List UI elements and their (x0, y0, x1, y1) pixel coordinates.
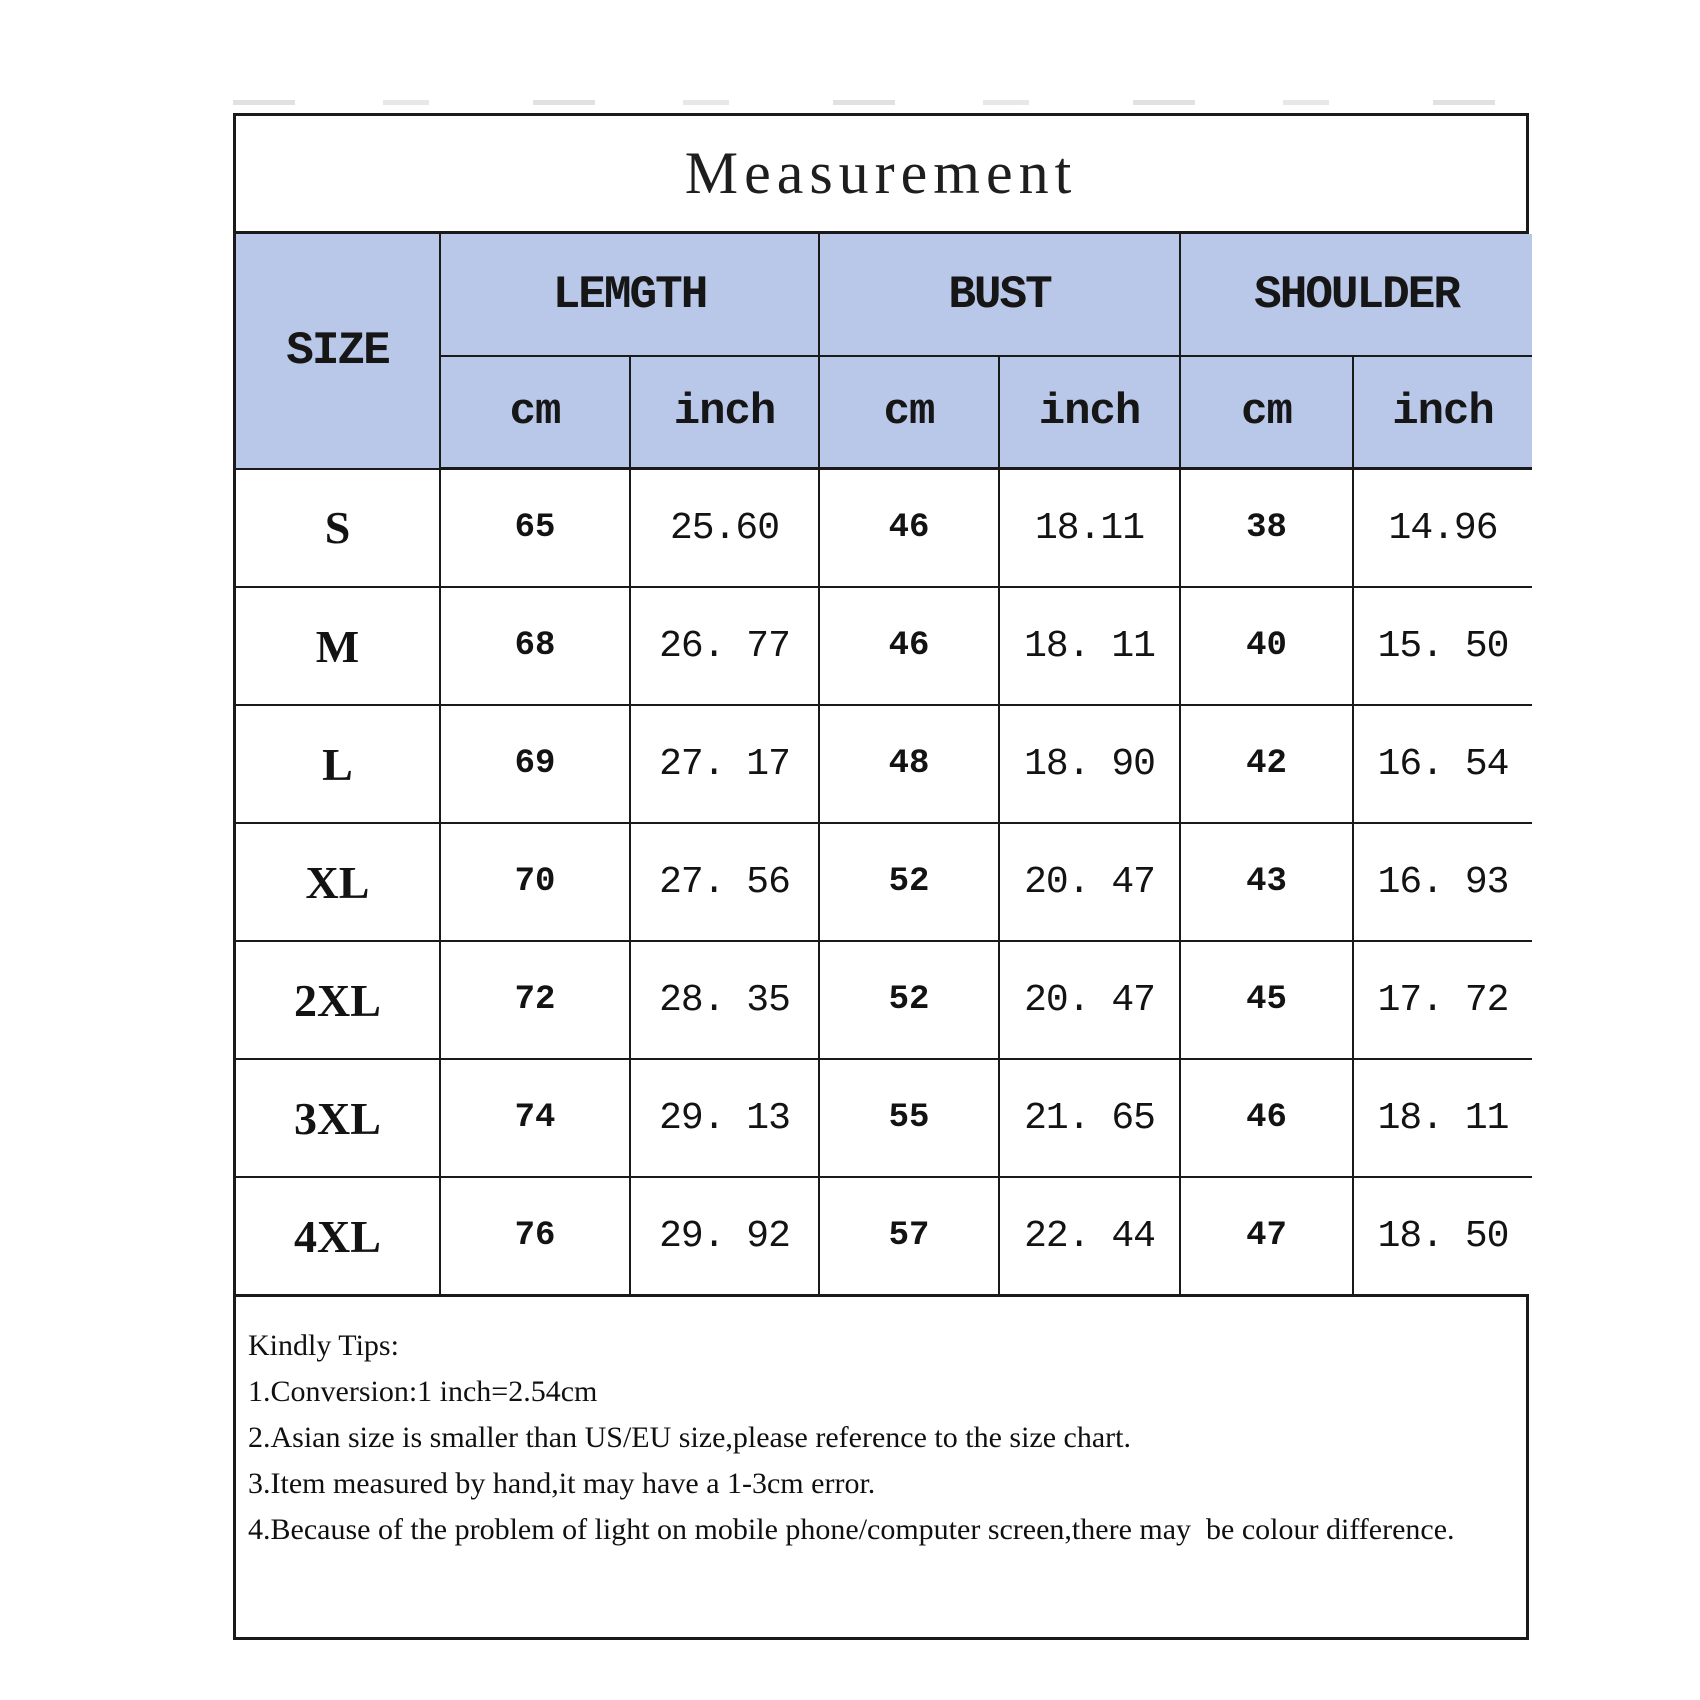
cm-value-cell: 52 (819, 823, 999, 941)
size-row (236, 941, 1532, 1059)
cm-value-cell: 65 (440, 469, 630, 588)
inch-value-cell: 18. 50 (1353, 1177, 1532, 1294)
inch-value-cell: 14.96 (1353, 469, 1532, 588)
cm-value-cell: 52 (819, 941, 999, 1059)
unit-header-shoulder-inch: inch (1353, 356, 1532, 469)
cm-value-cell: 46 (819, 587, 999, 705)
unit-header-bust-inch: inch (999, 356, 1180, 469)
size-label: M (236, 587, 440, 705)
cm-value-cell: 45 (1180, 941, 1353, 1059)
inch-value-cell: 20. 47 (999, 823, 1180, 941)
inch-value-cell: 20. 47 (999, 941, 1180, 1059)
tips-heading: Kindly Tips: (248, 1329, 399, 1362)
page-title: Measurement (684, 140, 1078, 206)
group-header-bust: BUST (819, 234, 1180, 356)
tip-line-1: 1.Conversion:1 inch=2.54cm (248, 1375, 598, 1408)
inch-value-cell: 16. 54 (1353, 705, 1532, 823)
inch-value-cell: 29. 92 (630, 1177, 819, 1294)
cm-value-cell: 47 (1180, 1177, 1353, 1294)
inch-value-cell: 18.11 (999, 469, 1180, 588)
group-header-length: LEMGTH (440, 234, 819, 356)
inch-value-cell: 28. 35 (630, 941, 819, 1059)
size-label: 4XL (236, 1177, 440, 1294)
inch-value-cell: 17. 72 (1353, 941, 1532, 1059)
cm-value-cell: 74 (440, 1059, 630, 1177)
column-header-size: SIZE (236, 234, 440, 469)
inch-value-cell: 18. 11 (1353, 1059, 1532, 1177)
cm-value-cell: 40 (1180, 587, 1353, 705)
tip-line-4: 4.Because of the problem of light on mobile phone/computer screen,there may be colour difference. (248, 1513, 1455, 1546)
size-rows (236, 469, 1532, 1295)
cm-value-cell: 46 (1180, 1059, 1353, 1177)
size-label: 2XL (236, 941, 440, 1059)
cm-value-cell: 76 (440, 1177, 630, 1294)
group-header-row (236, 234, 1532, 356)
inch-value-cell: 27. 17 (630, 705, 819, 823)
size-row (236, 587, 1532, 705)
unit-header-length-cm: cm (440, 356, 630, 469)
group-header-shoulder: SHOULDER (1180, 234, 1532, 356)
size-label: L (236, 705, 440, 823)
size-label: 3XL (236, 1059, 440, 1177)
cm-value-cell: 46 (819, 469, 999, 588)
cm-value-cell: 42 (1180, 705, 1353, 823)
unit-header-shoulder-cm: cm (1180, 356, 1353, 469)
inch-value-cell: 22. 44 (999, 1177, 1180, 1294)
inch-value-cell: 16. 93 (1353, 823, 1532, 941)
unit-header-bust-cm: cm (819, 356, 999, 469)
size-label: XL (236, 823, 440, 941)
cm-value-cell: 43 (1180, 823, 1353, 941)
inch-value-cell: 15. 50 (1353, 587, 1532, 705)
size-row (236, 705, 1532, 823)
kindly-tips (236, 1294, 1526, 1553)
cm-value-cell: 55 (819, 1059, 999, 1177)
cm-value-cell: 57 (819, 1177, 999, 1294)
inch-value-cell: 26. 77 (630, 587, 819, 705)
title-row (236, 116, 1526, 234)
size-row (236, 469, 1532, 588)
inch-value-cell: 25.60 (630, 469, 819, 588)
tip-line-2: 2.Asian size is smaller than US/EU size,please reference to the size chart. (248, 1421, 1131, 1454)
size-chart-table (236, 234, 1532, 1294)
inch-value-cell: 29. 13 (630, 1059, 819, 1177)
tip-line-3: 3.Item measured by hand,it may have a 1-3cm error. (248, 1467, 876, 1500)
cm-value-cell: 68 (440, 587, 630, 705)
inch-value-cell: 21. 65 (999, 1059, 1180, 1177)
cm-value-cell: 48 (819, 705, 999, 823)
inch-value-cell: 18. 90 (999, 705, 1180, 823)
unit-header-length-inch: inch (630, 356, 819, 469)
measurement-size-chart (233, 113, 1529, 1640)
cm-value-cell: 70 (440, 823, 630, 941)
size-row (236, 1177, 1532, 1294)
cm-value-cell: 72 (440, 941, 630, 1059)
size-row (236, 1059, 1532, 1177)
size-label: S (236, 469, 440, 588)
size-row (236, 823, 1532, 941)
cropped-row-artifact (233, 100, 1529, 105)
cm-value-cell: 38 (1180, 469, 1353, 588)
cm-value-cell: 69 (440, 705, 630, 823)
inch-value-cell: 18. 11 (999, 587, 1180, 705)
inch-value-cell: 27. 56 (630, 823, 819, 941)
